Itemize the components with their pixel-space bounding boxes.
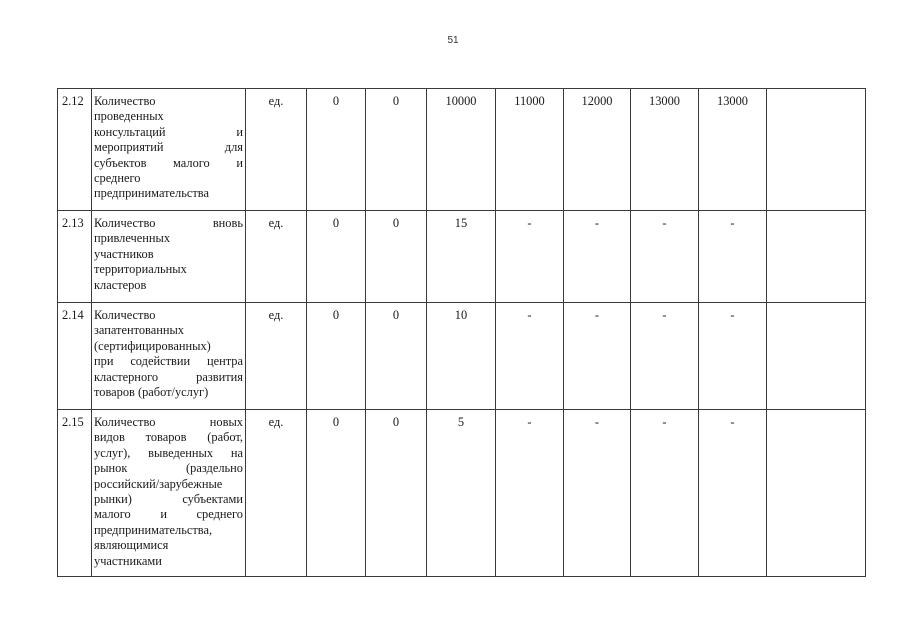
value-cell: -: [631, 211, 699, 303]
table-row: [58, 211, 866, 303]
value-cell: [767, 89, 866, 211]
page-number: 51: [447, 35, 459, 46]
value-cell: -: [564, 211, 631, 303]
value-cell: 10: [427, 303, 496, 410]
name-line: привлеченных: [94, 231, 171, 246]
value-cell: -: [631, 303, 699, 410]
value-cell: 5: [427, 410, 496, 577]
name-line: Количество: [94, 308, 156, 322]
value-cell: [767, 211, 866, 303]
name-line: Количество новых: [94, 415, 243, 429]
value-cell: 11000: [496, 89, 564, 211]
name-line: среднего: [94, 171, 141, 186]
name-line: проведенных: [94, 109, 164, 124]
indicators-table: [57, 88, 866, 577]
name-line: услуг), выведенных на: [94, 445, 243, 460]
name-line: Количество: [94, 94, 156, 108]
name-line: рынок (раздельно: [94, 461, 243, 476]
row-number: 2.15: [58, 410, 92, 577]
value-cell: 0: [366, 410, 427, 577]
value-cell: [767, 410, 866, 577]
name-line: мероприятий для: [94, 140, 243, 155]
unit-cell: ед.: [246, 211, 307, 303]
table-row: [58, 410, 866, 577]
value-cell: [767, 303, 866, 410]
name-line: Количество вновь: [94, 216, 243, 230]
table-row: [58, 303, 866, 410]
value-cell: 15: [427, 211, 496, 303]
indicator-name: [92, 410, 246, 577]
name-line: предпринимательства,: [94, 522, 213, 537]
unit-cell: ед.: [246, 410, 307, 577]
value-cell: -: [699, 211, 767, 303]
value-cell: 0: [307, 89, 366, 211]
name-line: территориальных: [94, 262, 187, 277]
name-line: участников: [94, 246, 154, 261]
value-cell: 13000: [699, 89, 767, 211]
value-cell: -: [564, 303, 631, 410]
name-line: российский/зарубежные: [94, 476, 223, 491]
value-cell: -: [496, 303, 564, 410]
value-cell: 12000: [564, 89, 631, 211]
value-cell: -: [631, 410, 699, 577]
name-line: являющимися: [94, 538, 169, 553]
value-cell: 10000: [427, 89, 496, 211]
value-cell: 0: [307, 303, 366, 410]
indicator-name: [92, 303, 246, 410]
name-line: рынки) субъектами: [94, 492, 243, 507]
row-number: 2.14: [58, 303, 92, 410]
value-cell: 0: [366, 211, 427, 303]
value-cell: -: [699, 410, 767, 577]
name-line: малого и среднего: [94, 507, 243, 522]
value-cell: -: [496, 410, 564, 577]
name-line: (сертифицированных): [94, 338, 211, 353]
value-cell: 0: [366, 89, 427, 211]
unit-cell: ед.: [246, 303, 307, 410]
unit-cell: ед.: [246, 89, 307, 211]
value-cell: 0: [307, 211, 366, 303]
name-line: участниками: [94, 553, 162, 568]
name-line: видов товаров (работ,: [94, 430, 243, 445]
value-cell: 0: [366, 303, 427, 410]
row-number: 2.12: [58, 89, 92, 211]
row-number: 2.13: [58, 211, 92, 303]
value-cell: 13000: [631, 89, 699, 211]
value-cell: -: [564, 410, 631, 577]
indicator-name: [92, 211, 246, 303]
value-cell: -: [496, 211, 564, 303]
name-line: консультаций и: [94, 124, 243, 139]
name-line: кластерного развития: [94, 369, 243, 384]
name-line: запатентованных: [94, 323, 185, 338]
value-cell: -: [699, 303, 767, 410]
name-line: товаров (работ/услуг): [94, 385, 209, 400]
name-line: предпринимательства: [94, 186, 209, 201]
name-line: кластеров: [94, 277, 147, 292]
table-row: [58, 89, 866, 211]
name-line: субъектов малого и: [94, 155, 243, 170]
value-cell: 0: [307, 410, 366, 577]
indicator-name: [92, 89, 246, 211]
name-line: при содействии центра: [94, 354, 243, 369]
